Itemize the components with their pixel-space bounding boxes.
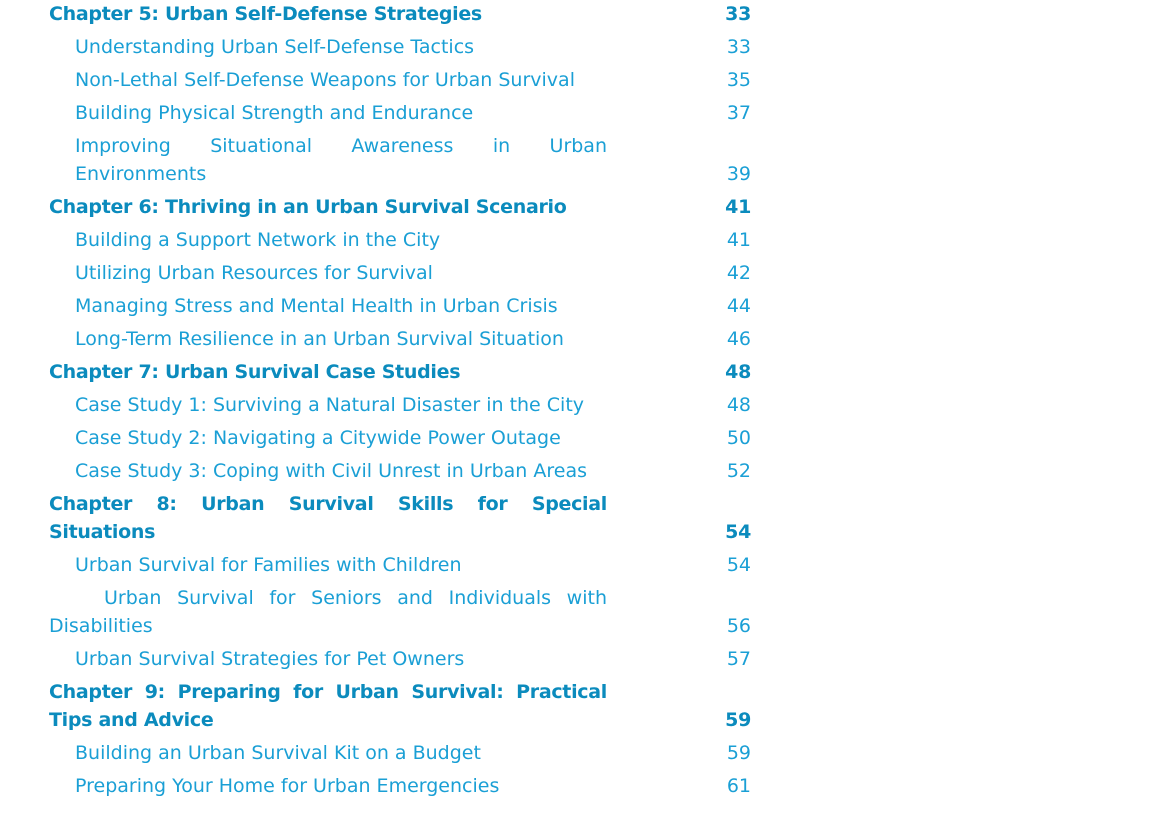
toc-page-number: 59 <box>726 742 751 764</box>
toc-title: Non-Lethal Self-Defense Weapons for Urban Survival <box>75 69 575 91</box>
toc-page-number: 41 <box>726 229 751 251</box>
toc-page-number: 61 <box>726 775 751 797</box>
toc-section[interactable] <box>49 33 751 61</box>
toc-section[interactable] <box>49 292 751 320</box>
toc-title: Case Study 2: Navigating a Citywide Power Outage <box>75 427 561 449</box>
toc-page-number: 54 <box>725 521 751 543</box>
toc-section[interactable] <box>49 259 751 287</box>
toc-title: Case Study 3: Coping with Civil Unrest in Urban Areas <box>75 460 587 482</box>
toc-section[interactable] <box>49 551 751 579</box>
toc-page-number: 39 <box>726 163 751 185</box>
toc-title: Urban Survival Strategies for Pet Owners <box>75 648 465 670</box>
toc-section[interactable] <box>49 132 751 188</box>
toc-page-number: 54 <box>726 554 751 576</box>
toc-title: Utilizing Urban Resources for Survival <box>75 262 433 284</box>
toc-page-number: 33 <box>725 3 751 25</box>
toc-page-number: 52 <box>726 460 751 482</box>
toc-page-number: 50 <box>726 427 751 449</box>
toc-title: Case Study 1: Surviving a Natural Disaster in the City <box>75 394 585 416</box>
toc-title: Chapter 9: Preparing for Urban Survival: Practical Tips and Advice <box>49 681 607 731</box>
toc-section[interactable] <box>49 325 751 353</box>
toc-title: Building Physical Strength and Endurance <box>75 102 474 124</box>
toc-page-number: 46 <box>726 328 751 350</box>
toc-title: Chapter 8: Urban Survival Skills for Special Situations <box>49 493 607 543</box>
toc-section[interactable] <box>49 584 751 640</box>
toc-page-number: 48 <box>726 394 751 416</box>
toc-page-number: 35 <box>726 69 751 91</box>
toc-title: Improving Situational Awareness in Urban Environments <box>75 135 607 185</box>
toc-title: Urban Survival for Seniors and Individuals with Disabilities <box>49 587 607 637</box>
toc-section[interactable] <box>49 391 751 419</box>
toc-section[interactable] <box>49 226 751 254</box>
toc-section[interactable] <box>49 457 751 485</box>
toc-section[interactable] <box>49 66 751 94</box>
toc-title: Managing Stress and Mental Health in Urban Crisis <box>75 295 558 317</box>
toc-title: Urban Survival for Families with Children <box>75 554 462 576</box>
toc-section[interactable] <box>49 772 751 800</box>
toc-title: Chapter 7: Urban Survival Case Studies <box>49 361 461 383</box>
table-of-contents <box>49 0 751 805</box>
toc-page-number: 41 <box>725 196 751 218</box>
toc-chapter-8[interactable] <box>49 490 751 546</box>
toc-page-number: 57 <box>726 648 751 670</box>
toc-section[interactable] <box>49 99 751 127</box>
toc-section[interactable] <box>49 645 751 673</box>
toc-title: Understanding Urban Self-Defense Tactics <box>75 36 475 58</box>
toc-title: Preparing Your Home for Urban Emergencies <box>75 775 500 797</box>
toc-title: Chapter 5: Urban Self-Defense Strategies <box>49 3 482 25</box>
toc-page-number: 48 <box>725 361 751 383</box>
toc-chapter-5[interactable] <box>49 0 751 28</box>
toc-title: Building a Support Network in the City <box>75 229 441 251</box>
toc-title: Building an Urban Survival Kit on a Budget <box>75 742 481 764</box>
toc-page-number: 44 <box>726 295 751 317</box>
toc-page-number: 33 <box>726 36 751 58</box>
toc-page-number: 37 <box>726 102 751 124</box>
toc-title: Chapter 6: Thriving in an Urban Survival Scenario <box>49 196 567 218</box>
toc-chapter-7[interactable] <box>49 358 751 386</box>
toc-chapter-9[interactable] <box>49 678 751 734</box>
toc-page-number: 59 <box>725 709 751 731</box>
toc-page-number: 42 <box>726 262 751 284</box>
toc-chapter-6[interactable] <box>49 193 751 221</box>
toc-section[interactable] <box>49 739 751 767</box>
toc-page-number: 56 <box>726 615 751 637</box>
toc-title: Long-Term Resilience in an Urban Survival Situation <box>75 328 564 350</box>
toc-section[interactable] <box>49 424 751 452</box>
